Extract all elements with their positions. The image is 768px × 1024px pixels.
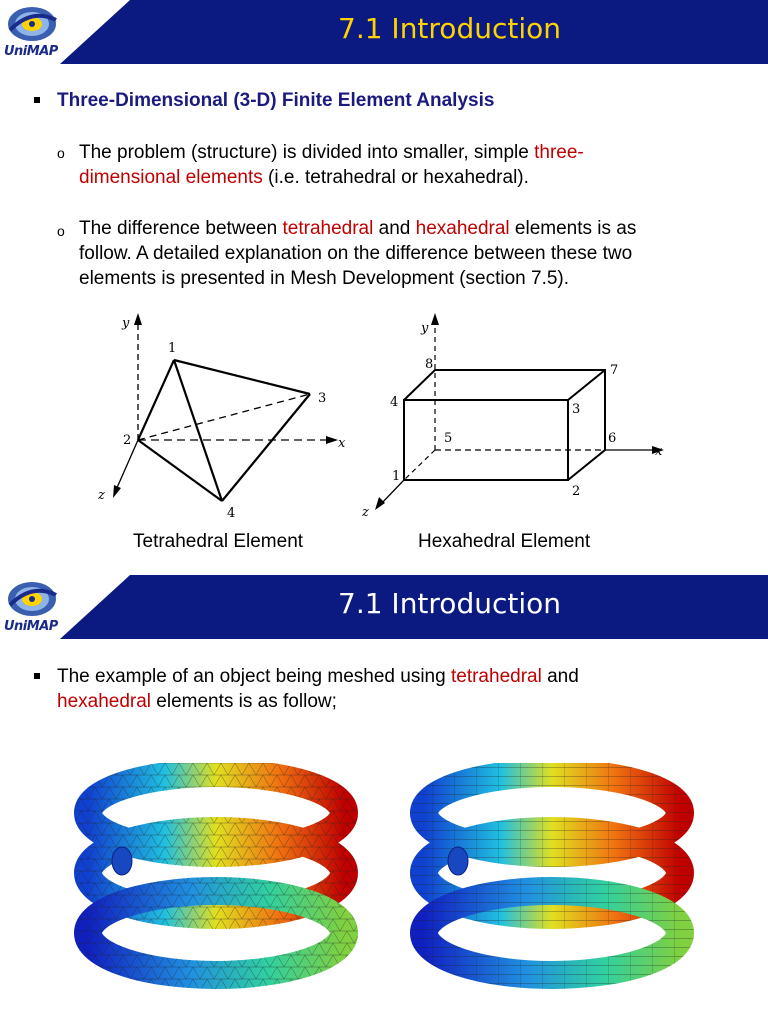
mesh-example-text [57,664,737,714]
point-2-text-2: and [373,218,416,239]
sub-bullet-marker: o [57,223,65,239]
mesh-hexahedral: hexahedral [57,691,152,712]
point-1-highlight: three- [534,142,584,163]
logo-text: UniMAP [4,44,58,59]
point-1-text-2: (i.e. tetrahedral or hexahedral). [262,167,529,188]
section-heading: Three-Dimensional (3-D) Finite Element Analysis [57,90,495,111]
axis-label-x: x [655,444,663,459]
node-label: 8 [425,357,434,372]
node-label: 4 [390,395,399,410]
point-2 [79,216,739,291]
bullet-marker [34,673,40,679]
slide-header [0,0,768,64]
node-label: 1 [392,469,401,484]
node-label: 3 [318,391,327,406]
mesh-tetrahedral: tetrahedral [450,666,542,687]
page-title: 7.1 Introduction [338,12,561,45]
node-label: 5 [444,431,453,446]
point-1-highlight-2: dimensional elements [79,167,263,188]
slide-header [0,575,768,639]
node-label: 4 [227,506,236,521]
axis-label-z: z [362,505,369,520]
slide-2 [0,575,768,1024]
tetrahedral-mesh-coil-image [74,763,364,1013]
point-2-line-3: elements is presented in Mesh Development (section 7.5). [79,268,570,289]
node-label: 7 [610,363,619,378]
axis-label-y: y [421,321,429,336]
mesh-text-2: and [541,666,579,687]
tetrahedral-caption: Tetrahedral Element [133,531,304,552]
node-label: 2 [123,433,132,448]
sub-bullet-marker: o [57,145,65,161]
axis-label-y: y [122,316,130,331]
page-title: 7.1 Introduction [338,587,561,620]
point-2-tetrahedral: tetrahedral [282,218,374,239]
bullet-marker [34,97,40,103]
point-2-line-2: follow. A detailed explanation on the difference between these two [79,243,633,264]
point-2-text-3: elements is as [509,218,637,239]
node-label: 6 [608,431,617,446]
hexahedral-caption: Hexahedral Element [418,531,591,552]
node-label: 2 [572,484,581,499]
point-2-text: The difference between [79,218,283,239]
tetrahedral-diagram [82,305,382,525]
logo-text: UniMAP [4,619,58,634]
point-1 [79,140,719,190]
mesh-text-3: elements is as follow; [151,691,337,712]
point-1-text: The problem (structure) is divided into smaller, simple [79,142,535,163]
node-label: 3 [572,402,581,417]
hexahedral-diagram [358,305,688,525]
node-label: 1 [168,341,177,356]
axis-label-z: z [98,488,105,503]
hexahedral-mesh-coil-image [410,763,700,1013]
point-2-hexahedral: hexahedral [415,218,510,239]
axis-label-x: x [338,436,346,451]
mesh-text-1: The example of an object being meshed using [57,666,451,687]
